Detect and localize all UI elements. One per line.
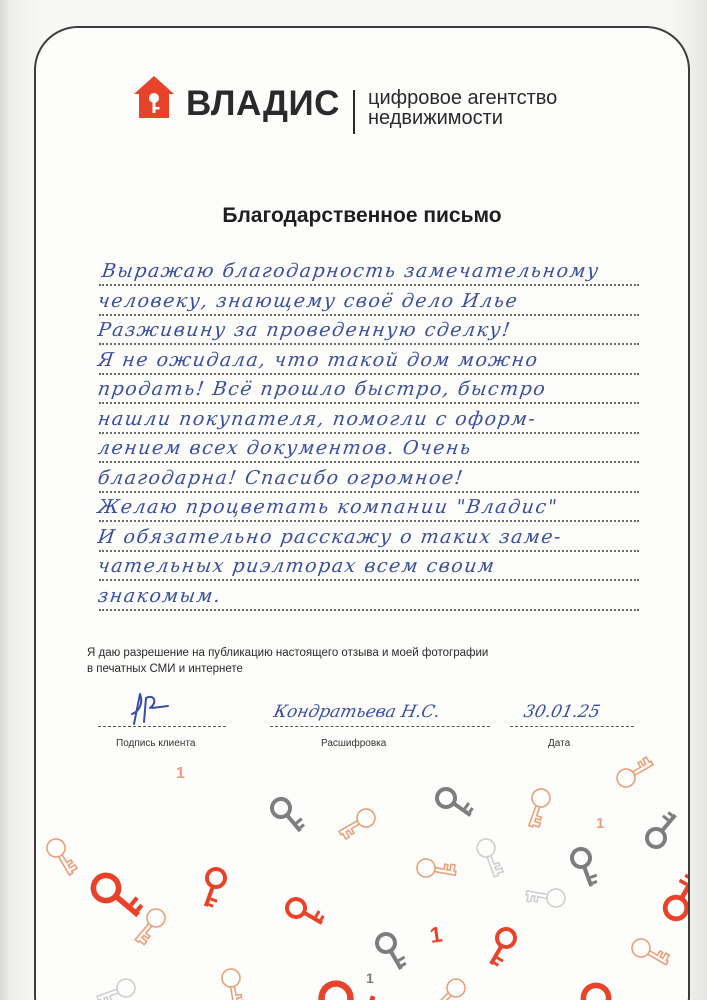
handwritten-line: человеку, знающему своё дело Илье [96,290,520,312]
writing-line [99,314,639,316]
tagline-line-1: цифровое агентство [368,87,558,109]
writing-line [99,343,639,345]
decoding-line [270,726,490,727]
handwritten-line: продать! Всё прошло быстро, быстро [96,378,548,400]
svg-text:1: 1 [596,815,605,832]
writing-line [99,461,639,463]
letter-card [34,26,690,1000]
handwritten-line: знакомым. [96,585,224,607]
handwritten-line: Разживину за проведенную сделку! [96,319,513,341]
handwritten-line: нашли покупателя, помогли с оформ- [96,408,538,430]
writing-line [99,550,639,552]
writing-line [99,373,639,375]
handwritten-line: лением всех документов. Очень [96,437,474,459]
date-caption: Дата [548,738,571,749]
handwritten-line: благодарна! Спасибо огромное! [96,467,466,489]
handwritten-line: И обязательно расскажу о таких заме- [96,526,564,548]
brand-tagline [368,88,557,128]
brand-divider [353,90,355,134]
handwritten-line: Выражаю благодарность замечательному [100,260,602,282]
svg-text:1: 1 [428,921,444,948]
consent-line-1: Я даю разрешение на публикацию настоящего отзыва и моей фотографии [87,647,489,659]
signature-line [98,726,226,727]
writing-line [99,579,639,581]
client-name-handwritten: Кондратьева Н.С. [271,702,443,722]
house-key-logo-icon [132,74,176,120]
handwritten-line: Желаю процветать компании "Владис" [96,496,560,518]
date-handwritten: 30.01.25 [521,702,602,722]
client-signature-icon [128,690,174,728]
consent-line-2: в печатных СМИ и интернете [87,663,243,675]
page-title: Благодарственное письмо [222,204,502,227]
writing-line [99,520,639,522]
tagline-line-2: недвижимости [368,107,503,129]
writing-line [99,609,639,611]
svg-text:1: 1 [176,765,185,782]
writing-line [99,432,639,434]
consent-text [87,645,488,677]
svg-text:1: 1 [366,970,374,986]
decorative-keys-pattern [36,738,688,1000]
brand-name: ВЛАДИС [186,84,340,123]
decoding-caption: Расшифровка [321,738,387,749]
writing-line [99,402,639,404]
handwritten-line: чательных риэлторах всем своим [96,555,497,577]
handwritten-line: Я не ожидала, что такой дом можно [96,349,541,371]
date-line [510,726,634,727]
writing-line [99,284,639,286]
signature-caption: Подпись клиента [116,738,196,749]
writing-line [99,491,639,493]
